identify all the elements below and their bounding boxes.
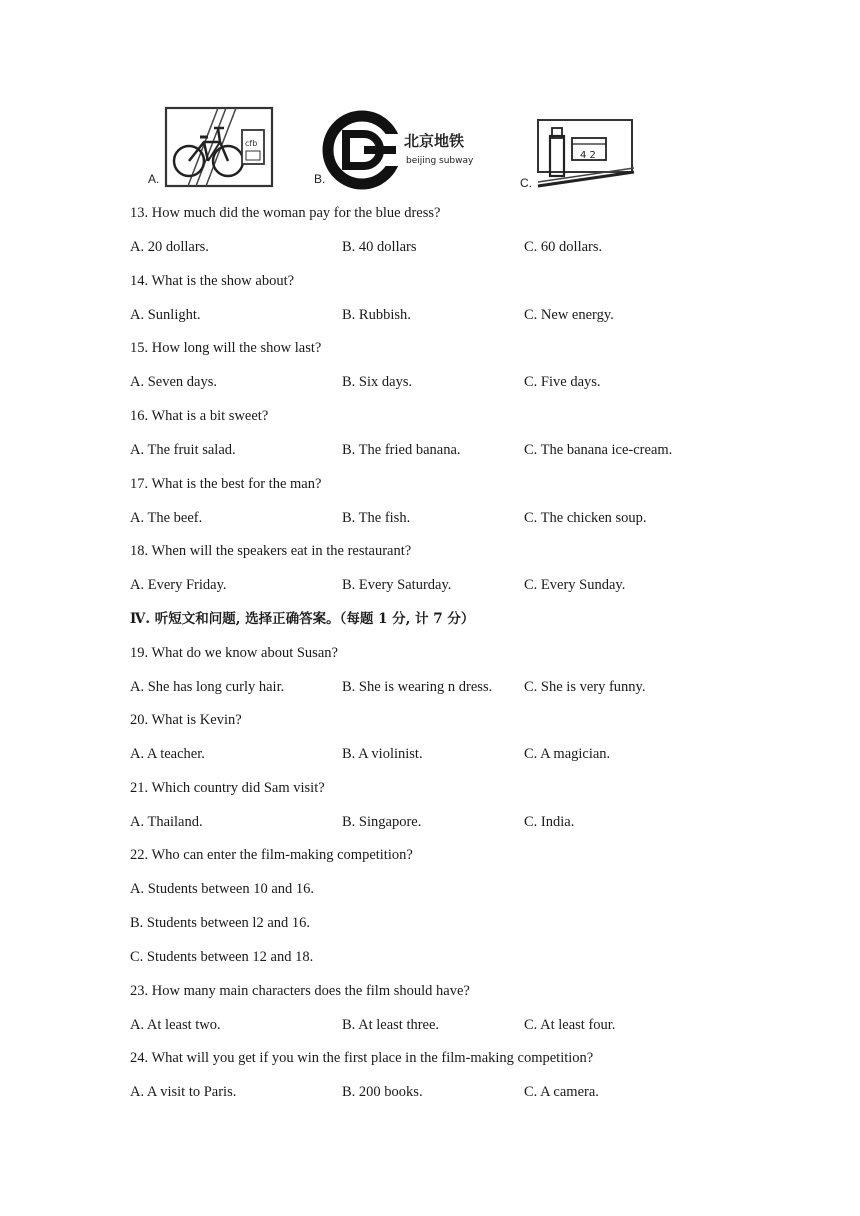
question-22-option-c: C. Students between 12 and 18. — [130, 949, 314, 965]
question-23-option-b: B. At least three. — [342, 1017, 440, 1033]
question-14-option-a: A. Sunlight. — [130, 307, 201, 323]
question-18-option-a: A. Every Friday. — [130, 577, 227, 593]
question-14-option-c: C. New energy. — [524, 307, 614, 323]
question-22-option-b: B. Students between l2 and 16. — [130, 915, 311, 931]
question-18-option-b: B. Every Saturday. — [342, 577, 452, 593]
bicycle-icon — [148, 104, 278, 192]
question-15-option-a: A. Seven days. — [130, 374, 217, 390]
question-13-option-c: C. 60 dollars. — [524, 239, 603, 255]
question-13-option-a: A. 20 dollars. — [130, 239, 209, 255]
question-20-option-a: A. A teacher. — [130, 746, 205, 762]
picture-a — [148, 104, 278, 192]
question-24-option-c: C. A camera. — [524, 1084, 599, 1100]
question-15-option-b: B. Six days. — [342, 374, 413, 390]
question-17-option-c: C. The chicken soup. — [524, 510, 647, 526]
svg-text:4 2: 4 2 — [580, 150, 596, 161]
svg-text:cfb: cfb — [245, 139, 258, 148]
subway-logo-icon — [312, 110, 492, 192]
picture-a-letter: A. — [148, 172, 160, 186]
question-19: 19. What do we know about Susan? — [130, 645, 338, 661]
question-14-option-b: B. Rubbish. — [342, 307, 411, 323]
question-16-option-b: B. The fried banana. — [342, 442, 461, 458]
question-23-option-c: C. At least four. — [524, 1017, 616, 1033]
question-14: 14. What is the show about? — [130, 273, 295, 289]
question-16-option-a: A. The fruit salad. — [130, 442, 236, 458]
question-23: 23. How many main characters does the film should have? — [130, 983, 470, 999]
bus-stop-icon — [514, 114, 638, 192]
question-19-option-c: C. She is very funny. — [524, 679, 646, 695]
question-13-option-b: B. 40 dollars — [342, 239, 417, 255]
question-21: 21. Which country did Sam visit? — [130, 780, 325, 796]
question-24-option-b: B. 200 books. — [342, 1084, 423, 1100]
question-23-option-a: A. At least two. — [130, 1017, 221, 1033]
question-21-option-c: C. India. — [524, 814, 575, 830]
question-19-option-b: B. She is wearing n dress. — [342, 679, 493, 695]
question-15: 15. How long will the show last? — [130, 340, 322, 356]
question-18: 18. When will the speakers eat in the restaurant? — [130, 543, 412, 559]
question-16: 16. What is a bit sweet? — [130, 408, 269, 424]
question-16-option-c: C. The banana ice-cream. — [524, 442, 673, 458]
question-17-option-b: B. The fish. — [342, 510, 411, 526]
question-19-option-a: A. She has long curly hair. — [130, 679, 285, 695]
question-20-option-c: C. A magician. — [524, 746, 611, 762]
picture-c-letter: C. — [520, 176, 532, 190]
question-20-option-b: B. A violinist. — [342, 746, 423, 762]
question-21-option-a: A. Thailand. — [130, 814, 203, 830]
picture-c — [514, 114, 638, 192]
question-18-option-c: C. Every Sunday. — [524, 577, 626, 593]
subway-caption-cn: 北京地铁 — [404, 132, 465, 150]
question-21-option-b: B. Singapore. — [342, 814, 422, 830]
section-heading: Ⅳ. 听短文和问题, 选择正确答案。（每题 1 分, 计 7 分） — [130, 611, 475, 627]
question-20: 20. What is Kevin? — [130, 712, 242, 728]
question-17: 17. What is the best for the man? — [130, 476, 322, 492]
question-24-option-a: A. A visit to Paris. — [130, 1084, 237, 1100]
picture-b — [312, 110, 492, 192]
question-22-option-a: A. Students between 10 and 16. — [130, 881, 315, 897]
question-22: 22. Who can enter the film-making competition? — [130, 847, 413, 863]
question-13: 13. How much did the woman pay for the blue dress? — [130, 205, 441, 221]
picture-b-letter: B. — [314, 172, 326, 186]
question-17-option-a: A. The beef. — [130, 510, 203, 526]
subway-caption-en: beijing subway — [406, 156, 474, 166]
question-15-option-c: C. Five days. — [524, 374, 601, 390]
question-24: 24. What will you get if you win the first place in the film-making competition? — [130, 1050, 594, 1066]
